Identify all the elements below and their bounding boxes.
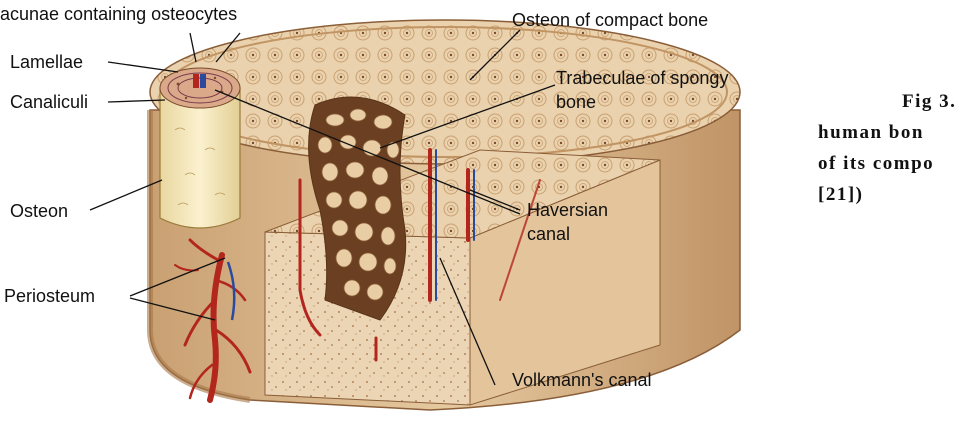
label-haversian-line1: Haversian xyxy=(527,200,609,220)
label-volkmann-canal: Volkmann's canal xyxy=(512,370,652,390)
label-haversian-line2: canal xyxy=(527,224,571,244)
label-canaliculi: Canaliculi xyxy=(10,92,89,112)
label-trabeculae-line2: bone xyxy=(556,92,597,112)
label-osteon-compact-bone: Osteon of compact bone xyxy=(512,10,709,30)
osteon-cylinder xyxy=(160,68,240,228)
caption-line-4: [21]) xyxy=(818,184,864,205)
label-lacunae: acunae containing osteocytes xyxy=(0,4,238,24)
caption-line-3: of its compo xyxy=(818,153,935,174)
label-osteon: Osteon xyxy=(10,201,69,221)
figure-caption xyxy=(818,86,976,210)
label-lamellae: Lamellae xyxy=(10,52,84,72)
caption-line-1: Fig 3. xyxy=(902,91,957,112)
label-periosteum: Periosteum xyxy=(4,286,96,306)
label-trabeculae-line1: Trabeculae of spongy xyxy=(556,68,729,88)
caption-line-2: human bon xyxy=(818,122,924,143)
